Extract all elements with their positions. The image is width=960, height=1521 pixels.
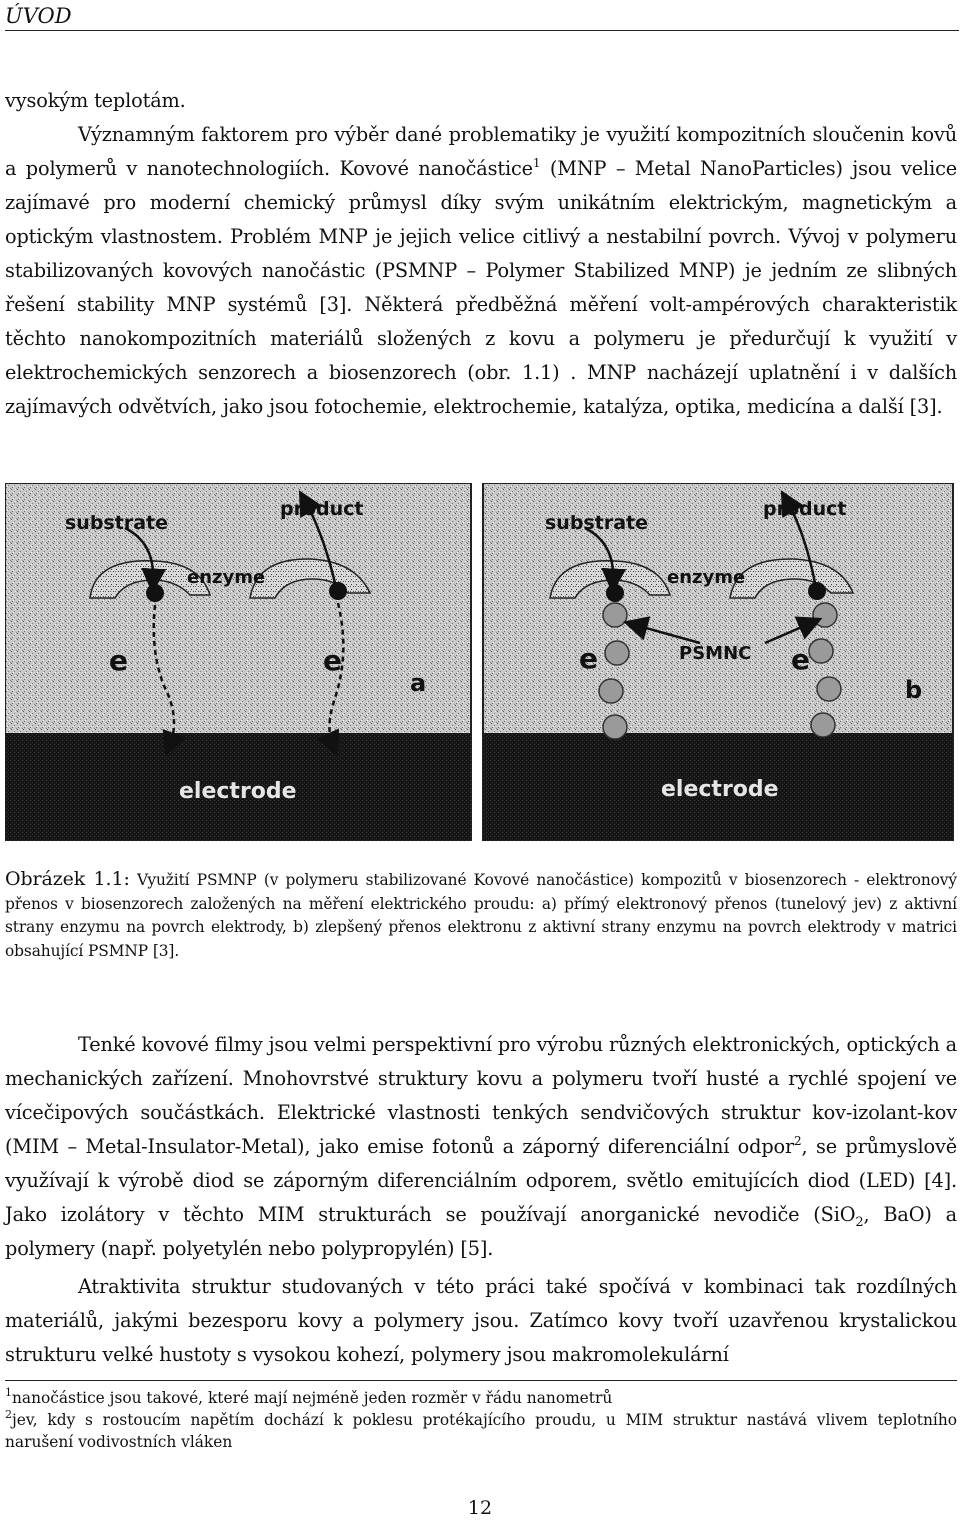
paragraph-attractiveness: Atraktivita struktur studovaných v této práci také spočívá v kombinaci tak rozdílných materiálů, jakými bezesporu kovy a polymery jsou. Zatímco kovy tvoří uzavřenou krystalickou strukturu velké hustoty s vysokou kohezí, polymery jsou makromolekulární xyxy=(5,1275,957,1366)
footnote-ref-1[interactable]: 1 xyxy=(532,156,541,170)
label-product-b: product xyxy=(763,498,847,520)
page-number: 12 xyxy=(467,1497,493,1519)
label-substrate-a: substrate xyxy=(65,512,168,534)
active-site-right-b xyxy=(808,582,826,600)
paragraph-thin-films xyxy=(5,1028,957,1266)
biosensor-diagram xyxy=(5,483,955,841)
label-product-a: product xyxy=(280,498,364,520)
label-letter-a: a xyxy=(410,669,427,697)
paragraph-mnp-text-b: (MNP – Metal NanoParticles) jsou velice zajímavé pro moderní chemický průmysl díky svým unikátním elektrickým, magnetickým a optickým vlastnostem. Problém MNP je jejich velice citlivý a nestabilní povrch. Vývoj v polymeru stabilizovaných kovových nanočástic (PSMNP – Polymer Stabilized MNP) je jedním ze slibných řešení stability MNP systémů [3]. Některá předběžná měření volt-ampérových charakteristik těchto nanokompozitních materiálů složených z kovu a polymeru je předurčují k využití v elektrochemických senzorech a biosenzorech (obr. 1.1) . MNP nacházejí uplatnění i v dalších zajímavých odvětvích, jako jsou fotochemie, elektrochemie, katalýza, optika, medicína a další [3]. xyxy=(5,157,957,418)
label-electron-2-b: e xyxy=(791,643,810,676)
paragraph-continuation: vysokým teplotám. xyxy=(5,89,186,112)
caption-text: Využití PSMNP (v polymeru stabilizované Kovové nanočástice) kompozitů v biosenzorech - elektronový přenos v biosenzorech založených na měření elektrického proudu: a) přímý elektronový přenos (tunelový jev) z aktivní strany enzymu na povrch elektrody, b) zlepšený přenos elektronu z aktivní strany enzymu na povrch elektrody v matrici obsahující PSMNP [3]. xyxy=(5,871,957,960)
paragraph-mnp-text-a: Významným faktorem pro výběr dané problematiky je využití kompozitních sloučenin kovů a polymerů v nanotechnologiích. Kovové nanočástice xyxy=(5,123,957,180)
panel-a xyxy=(5,483,471,841)
running-header xyxy=(5,4,959,31)
label-enzyme-b: enzyme xyxy=(667,567,746,588)
label-letter-b: b xyxy=(905,676,923,704)
footnote-mark-2: 2 xyxy=(5,1408,12,1421)
subscript-two: 2 xyxy=(855,1214,864,1230)
paragraph-thin-films-text-b: , se průmyslově využívají k výrobě diod se záporným diferenciálním odporem, světlo emitujících diod (LED) [4]. Jako izolátory v těchto MIM strukturách se používají anorganické nevodiče (SiO xyxy=(5,1135,958,1226)
footnote-text-1: nanočástice jsou takové, které mají nejméně jeden rozměr v řádu nanometrů xyxy=(12,1389,613,1407)
paragraph-mnp xyxy=(5,118,957,424)
footnote-1 xyxy=(5,1387,957,1409)
label-electron-1-b: e xyxy=(579,642,598,675)
figure-1-1 xyxy=(5,483,955,841)
label-enzyme-a: enzyme xyxy=(187,567,266,588)
caption-label: Obrázek 1.1: xyxy=(5,868,130,890)
body-block-1 xyxy=(5,84,957,424)
footnote-2 xyxy=(5,1409,957,1453)
label-electrode-a: electrode xyxy=(179,779,297,804)
label-psmnc: PSMNC xyxy=(679,643,752,664)
body-block-2 xyxy=(5,1028,957,1372)
footnotes xyxy=(5,1380,957,1453)
label-electron-2-a: e xyxy=(323,644,342,677)
footnote-text-2: jev, kdy s rostoucím napětím dochází k poklesu protékajícího proudu, u MIM struktur nastává vlivem teplotního narušení vodivostních vláken xyxy=(5,1411,957,1451)
panel-b xyxy=(483,483,953,841)
header-title: ÚVOD xyxy=(5,4,72,28)
figure-caption xyxy=(5,868,957,963)
footnote-mark-1: 1 xyxy=(5,1386,12,1399)
paragraph-thin-films-text-c: , BaO) a polymery (např. polyetylén nebo polypropylén) [5]. xyxy=(5,1203,957,1260)
label-electron-1-a: e xyxy=(109,644,128,677)
active-site-left-a xyxy=(146,584,164,602)
active-site-right-a xyxy=(329,582,347,600)
label-substrate-b: substrate xyxy=(545,512,648,534)
active-site-left-b xyxy=(606,584,624,602)
footnote-ref-2[interactable]: 2 xyxy=(794,1134,802,1148)
paragraph-thin-films-text-a: Tenké kovové filmy jsou velmi perspektivní pro výrobu různých elektronických, optických a mechanických zařízení. Mnohovrstvé struktury kovu a polymeru tvoří husté a rychlé spojení ve vícečipových součástkách. Elektrické vlastnosti tenkých sendvičových struktur kov-izolant-kov (MIM – Metal-Insulator-Metal), jako emise fotonů a záporný diferenciální odpor xyxy=(5,1033,957,1158)
label-electrode-b: electrode xyxy=(661,777,779,802)
